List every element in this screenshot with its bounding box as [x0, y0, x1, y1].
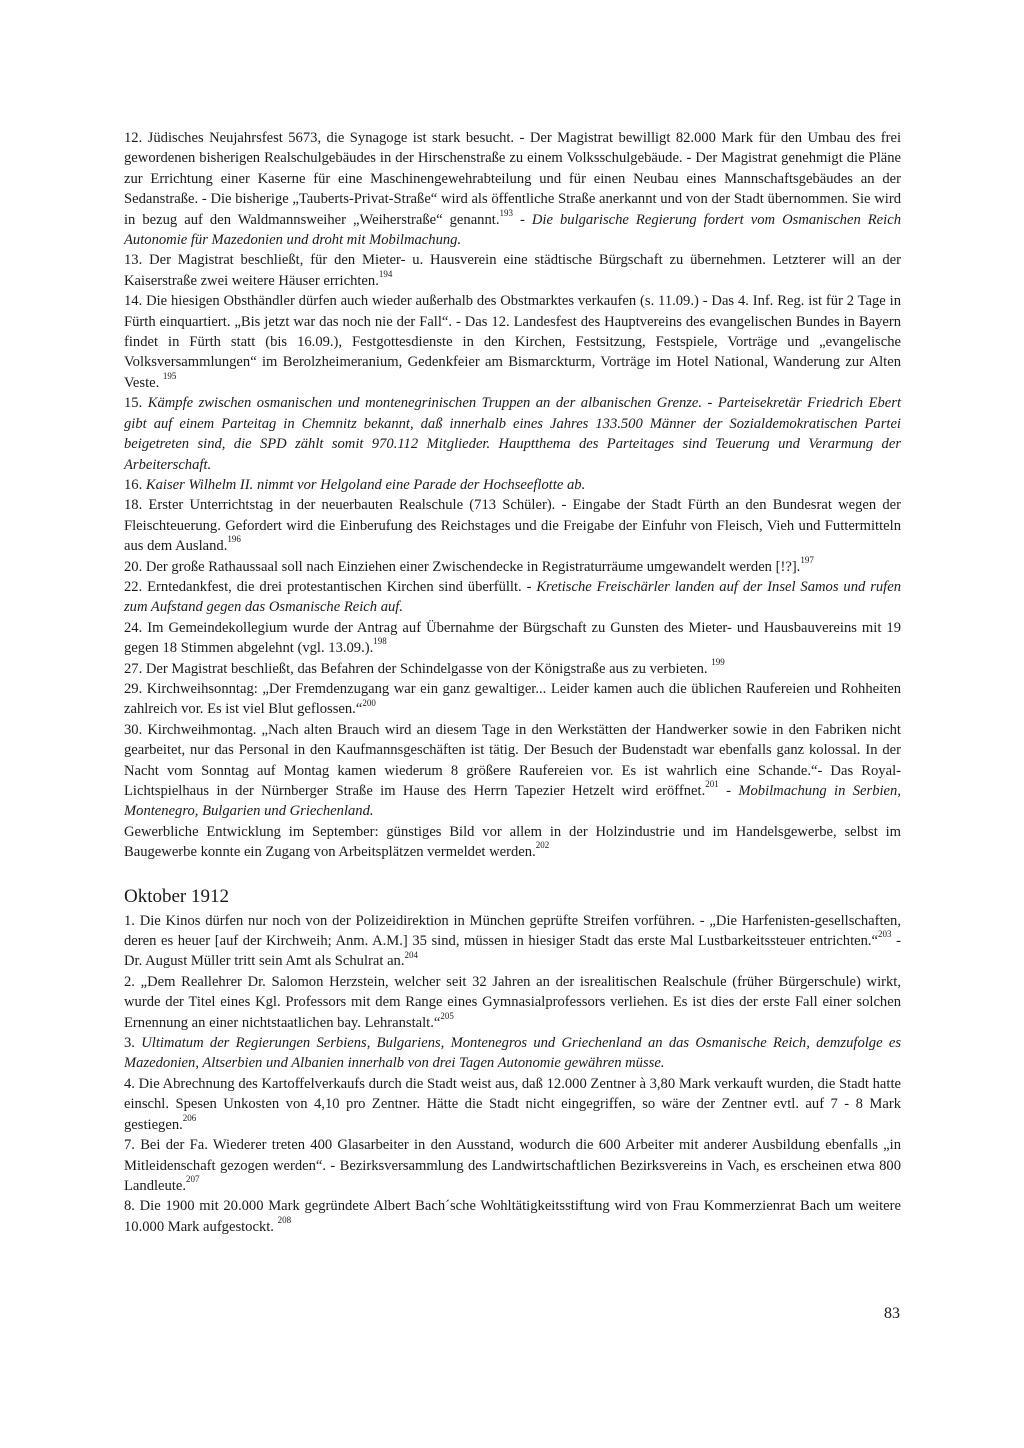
footnote-ref: 201	[705, 779, 719, 790]
entry-text: 8. Die 1900 mit 20.000 Mark gegründete Albert Bach´sche Wohltätigkeitsstiftung wird von Frau Kommerzienrat Bach um weitere 10.000 Mark aufgestockt.	[124, 1198, 901, 1235]
entry-text: 14. Die hiesigen Obsthändler dürfen auch wieder außerhalb des Obstmarktes verkaufen (s. 11.09.) - Das 4. Inf. Reg. ist für 2 Tage in Fürth einquartiert. „Bis jetzt war das noch nie der Fall“. - Das 12. Landesfest des Hauptvereins des evangelischen Bundes in Bayern findet in Fürth statt (bis 16.09.), Festgottesdienste in den Kirchen, Festsitzung, Festspiele, Vorträge und „evangelische Volksversammlungen“ im Berolzheimeranium, Gedenkfeier am Bismarckturm, Vorträge im Hotel National, Wanderung zur Alten Veste.	[124, 293, 901, 391]
italic-text: Kretische Freischärler landen auf der Insel Samos und rufen zum Aufstand gegen das Osmanische Reich auf.	[124, 578, 901, 616]
chronicle-entry	[124, 1135, 901, 1196]
footnote-ref: 196	[227, 534, 241, 545]
entry-text: 24. Im Gemeindekollegium wurde der Antrag auf Übernahme der Bürgschaft zu Gunsten des Mieter- und Hausbauvereins mit 19 gegen 18 Stimmen abgelehnt (vgl. 13.09.).	[124, 619, 901, 657]
chronicle-entry	[124, 495, 901, 556]
chronicle-entry	[124, 577, 901, 618]
entry-text: 18. Erster Unterrichtstag in der neuerbauten Realschule (713 Schüler). - Eingabe der Stadt Fürth an den Bundesrat wegen der Fleischteuerung. Gefordert wird die Einberufung des Reichstages und die Freigabe der Einfuhr von Fleisch, Vieh und Futtermitteln aus dem Ausland.	[124, 497, 901, 555]
entry-text: 29. Kirchweihsonntag: „Der Fremdenzugang war ein ganz gewaltiger... Leider kamen auch die üblichen Raufereien und Rohheiten zahlreich vor. Es ist viel Blut geflossen.“	[124, 680, 901, 718]
entry-text: -	[512, 211, 532, 228]
footnote-ref: 208	[277, 1214, 292, 1225]
entry-text: 27. Der Magistrat beschließt, das Befahren der Schindelgasse von der Königstraße aus zu verbieten.	[124, 660, 712, 677]
footnote-ref: 198	[373, 636, 387, 647]
entry-text: 12. Jüdisches Neujahrsfest 5673, die Synagoge ist stark besucht. - Der Magistrat bewilligt 82.000 Mark für den Umbau des frei gewordenen bisherigen Realschulgebäudes in der Hirschenstraße zu einem Volksschulgebäude. - Der Magistrat genehmigt die Pläne zur Errichtung einer Kaserne für eine Maschinengewehrabteilung und für einen Neubau eines Mannschaftsgebäudes an der Sedanstraße. - Die bisherige „Tauberts-Privat-Straße“ wird als öffentliche Straße anerkannt und von der Stadt übernommen. Sie wird in bezug auf den Waldmannsweiher „Weiherstraße“ genannt.	[124, 130, 901, 228]
footnote-ref: 202	[535, 840, 550, 851]
entry-text: 2. „Dem Reallehrer Dr. Salomon Herzstein, welcher seit 32 Jahren an der isrealitischen Realschule (früher Bürgerschule) wirkt, wurde der Titel eines Kgl. Professors mit dem Range eines Gymnasialprofessors verliehen. Es ist dies der erste Fall einer solchen Ernennung an einer nichtstaatlichen bay. Lehranstalt.“	[124, 973, 901, 1031]
page-number: 83	[884, 1305, 900, 1322]
page-content	[124, 128, 901, 1237]
chronicle-entry	[124, 554, 901, 577]
entry-text: 30. Kirchweihmontag. „Nach alten Brauch wird an diesem Tage in den Werkstätten der Handwerker sowie in den Fabriken nicht gearbeitet, nur das Personal in den Kaufmannsgeschäften ist tätig. Der Besuch der Budenstadt war ebenfalls ganz kolossal. In der Nacht vom Sonntag auf Montag kamen wiederum 8 größere Raufereien vor. Es ist wahrlich eine Schande.“- Das Royal-Lichtspielhaus in der Nürnberger Straße im Hause des Herrn Tapezier Hetzelt wird eröffnet.	[124, 721, 901, 799]
chronicle-entry	[124, 393, 901, 475]
chronicle-entry	[124, 1033, 901, 1074]
footnote-ref: 205	[440, 1010, 454, 1021]
footnote-ref: 199	[711, 656, 725, 667]
italic-text: Mobilmachung in Serbien, Montenegro, Bulgarien und Griechenland.	[124, 783, 901, 820]
entry-text: 20. Der große Rathaussaal soll nach Einziehen einer Zwischendecke in Registraturräume umgewandelt werden [!?].	[124, 558, 801, 575]
entry-text: 13. Der Magistrat beschließt, für den Mieter- u. Hausverein eine städtische Bürgschaft zu übernehmen. Letzterer will an der Kaiserstraße zwei weitere Häuser errichten.	[124, 252, 901, 289]
chronicle-entry	[124, 291, 901, 393]
footnote-ref: 207	[186, 1174, 200, 1185]
italic-text: Die bulgarische Regierung fordert vom Osmanischen Reich Autonomie für Mazedonien und droht mit Mobilmachung.	[124, 211, 901, 249]
october-entries	[124, 911, 901, 1238]
chronicle-entry	[124, 618, 901, 659]
chronicle-entry	[124, 1074, 901, 1135]
footnote-ref: 197	[800, 554, 814, 565]
chronicle-entry	[124, 972, 901, 1033]
italic-text: Ultimatum der Regierungen Serbiens, Bulgariens, Montenegros und Griechenland an das Osmanische Reich, demzufolge es Mazedonien, Altserbien und Albanien innerhalb von drei Tagen Autonomie gewähren müsse.	[124, 1035, 901, 1072]
entry-text: 7. Bei der Fa. Wiederer treten 400 Glasarbeiter in den Ausstand, wodurch die 600 Arbeiter mit anderer Ausbildung ebenfalls „in Mitleidenschaft gezogen werden“. - Bezirksversammlung des Landwirtschaftlichen Bezirksvereins in Vach, es erscheinen etwa 800 Landleute.	[124, 1137, 901, 1194]
chronicle-entry	[124, 1196, 901, 1237]
chronicle-entry	[124, 128, 901, 250]
entry-text: 3.	[124, 1035, 142, 1052]
chronicle-entry	[124, 250, 901, 291]
footnote-ref: 193	[499, 207, 513, 218]
month-heading: Oktober 1912	[124, 885, 230, 907]
footnote-ref: 195	[162, 371, 177, 382]
september-entries	[124, 128, 901, 863]
entry-text: 1. Die Kinos dürfen nur noch von der Polizeidirektion in München geprüfte Streifen vorführen. - „Die Harfenisten-gesellschaften, deren es heuer [auf der Kirchweih; Anm. A.M.] 35 sind, müssen in hiesiger Stadt das erste Mal Lustbarkeitssteuer entrichten.“	[124, 912, 901, 950]
entry-text: 16.	[124, 476, 146, 493]
chronicle-entry	[124, 475, 901, 495]
entry-text: -	[718, 783, 739, 799]
entry-text: 4. Die Abrechnung des Kartoffelverkaufs durch die Stadt weist aus, daß 12.000 Zentner à 3,80 Mark verkauft wurden, die Stadt hatte einschl. Spesen Unkosten von 4,10 pro Zentner. Hätte die Stadt nicht eingegriffen, so wäre der Zentner evtl. auf 7 - 8 Mark gestiegen.	[124, 1075, 901, 1133]
entry-text: Gewerbliche Entwicklung im September: günstiges Bild vor allem in der Holzindustrie und im Handelsgewerbe, selbst im Baugewerbe konnte ein Zugang von Arbeitsplätzen vermeldet werden.	[124, 823, 901, 861]
footnote-ref: 206	[182, 1112, 197, 1123]
entry-text: - Dr. August Müller tritt sein Amt als Schulrat an.	[124, 933, 901, 970]
chronicle-entry	[124, 679, 901, 720]
italic-text: Kämpfe zwischen osmanischen und montenegrinischen Truppen an der albanischen Grenze. - Parteisekretär Friedrich Ebert gibt auf einem Parteitag in Chemnitz bekannt, daß innerhalb eines Jahres 133.500 Männer der Sozialdemokratischen Partei beigetreten sind, die SPD zählt somit 970.112 Mitglieder. Hauptthema des Parteitages sind Teuerung und Verarmung der Arbeiterschaft.	[124, 395, 901, 473]
entry-text: 15.	[124, 395, 148, 412]
footnote-ref: 203	[878, 929, 892, 940]
chronicle-entry	[124, 911, 901, 972]
footnote-ref: 200	[362, 697, 376, 708]
chronicle-entry	[124, 720, 901, 822]
footnote-ref: 204	[404, 949, 419, 960]
footnote-ref: 194	[378, 268, 393, 279]
entry-text: 22. Erntedankfest, die drei protestantischen Kirchen sind überfüllt. -	[124, 578, 537, 595]
chronicle-entry	[124, 656, 901, 679]
italic-text: Kaiser Wilhelm II. nimmt vor Helgoland eine Parade der Hochseeflotte ab.	[145, 476, 586, 493]
chronicle-entry	[124, 822, 901, 863]
